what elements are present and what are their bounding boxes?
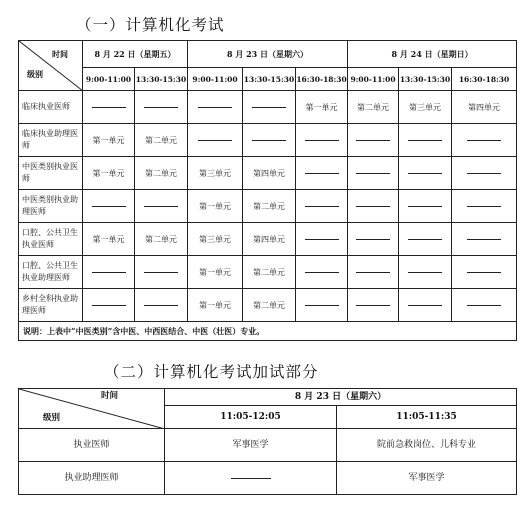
section2-title: （二）计算机化考试加试部分 [104,363,319,381]
dash-line [92,305,126,306]
level-cell: 执业助理医师 [19,462,165,495]
exam-unit-cell: 第二单元 [243,289,296,322]
dash-line [408,206,442,207]
table-row [19,462,517,495]
empty-slot-cell [296,124,348,157]
empty-slot-cell [296,256,348,289]
dash-line [144,206,178,207]
empty-slot-cell [83,190,135,223]
exam-unit-cell: 第二单元 [135,124,188,157]
date-header: 8 月 23 日（星期六） [165,389,517,406]
table-row [19,190,517,223]
empty-slot-cell [399,190,452,223]
empty-slot-cell [83,91,135,124]
time-slot-header: 11:05-11:35 [337,406,517,429]
exam-unit-cell: 第三单元 [399,91,452,124]
table-note: 说明：上表中“中医类别”含中医、中西医结合、中医（壮医）专业。 [19,322,517,341]
dash-line [467,140,501,141]
exam-unit-cell: 第一单元 [83,157,135,190]
level-cell: 口腔、公共卫生执业助理医师 [19,256,83,289]
dash-line [144,305,178,306]
additional-exam-table [18,388,517,495]
dash-line [356,206,390,207]
time-header-label: 时间 [100,391,118,401]
empty-slot-cell [165,462,337,495]
level-cell: 执业医师 [19,429,165,462]
empty-slot-cell [452,157,517,190]
level-cell: 乡村全科执业助理医师 [19,289,83,322]
empty-slot-cell [348,124,399,157]
table-row [19,124,517,157]
dash-line [92,272,126,273]
level-cell: 中医类别执业助理医师 [19,190,83,223]
empty-slot-cell [399,256,452,289]
empty-slot-cell [452,256,517,289]
time-slot-header: 16:30-18:30 [296,68,348,91]
dash-line [356,272,390,273]
empty-slot-cell [399,124,452,157]
dash-line [198,107,232,108]
level-header-label: 级别 [27,69,43,79]
exam-unit-cell: 第一单元 [188,256,243,289]
dash-line [467,272,501,273]
date-header: 8 月 24 日（星期日） [348,41,517,68]
empty-slot-cell [243,124,296,157]
empty-slot-cell [135,190,188,223]
date-header: 8 月 22 日（星期五） [83,41,188,68]
exam-subject-cell: 院前急救岗位、儿科专业 [337,429,517,462]
level-header-label: 级别 [43,413,61,423]
table-corner-header [19,389,165,429]
table-row [19,91,517,124]
empty-slot-cell [83,289,135,322]
table-corner-header [19,41,83,91]
section1-title: （一）计算机化考试 [76,16,225,34]
dash-line [144,107,178,108]
exam-unit-cell: 第一单元 [83,124,135,157]
time-header-label: 时间 [52,49,68,59]
dash-line [305,173,339,174]
exam-unit-cell: 第四单元 [452,91,517,124]
dash-line [408,305,442,306]
empty-slot-cell [348,157,399,190]
level-cell: 临床执业助理医师 [19,124,83,157]
time-slot-header: 13:30-15:30 [399,68,452,91]
time-slot-header: 9:00-11:00 [348,68,399,91]
time-slot-header: 9:00-11:00 [188,68,243,91]
empty-slot-cell [452,124,517,157]
dash-line [198,140,232,141]
dash-line [92,107,126,108]
empty-slot-cell [135,256,188,289]
exam-unit-cell: 第二单元 [243,256,296,289]
exam-unit-cell: 第二单元 [243,190,296,223]
dash-line [144,272,178,273]
exam-unit-cell: 第一单元 [188,190,243,223]
dash-line [305,140,339,141]
dash-line [408,140,442,141]
dash-line [467,239,501,240]
empty-slot-cell [348,223,399,256]
empty-slot-cell [188,124,243,157]
dash-line [356,140,390,141]
exam-unit-cell: 第一单元 [83,223,135,256]
exam-unit-cell: 第四单元 [243,223,296,256]
exam-unit-cell: 第一单元 [188,289,243,322]
dash-line [252,140,286,141]
table-row [19,289,517,322]
exam-unit-cell: 第二单元 [348,91,399,124]
dash-line [252,107,286,108]
dash-line [305,239,339,240]
dash-line [408,239,442,240]
empty-slot-cell [135,289,188,322]
empty-slot-cell [296,190,348,223]
exam-unit-cell: 第四单元 [243,157,296,190]
level-cell: 临床执业医师 [19,91,83,124]
dash-line [467,206,501,207]
empty-slot-cell [452,190,517,223]
level-cell: 中医类别执业医师 [19,157,83,190]
table-row [19,223,517,256]
table-row [19,157,517,190]
dash-line [408,173,442,174]
diagonal-line [19,41,83,91]
empty-slot-cell [296,223,348,256]
time-slot-header: 16:30-18:30 [452,68,517,91]
empty-slot-cell [452,289,517,322]
empty-slot-cell [83,256,135,289]
exam-subject-cell: 军事医学 [337,462,517,495]
dash-line [305,272,339,273]
time-slot-header: 13:30-15:30 [135,68,188,91]
dash-line [467,305,501,306]
table-row [19,429,517,462]
empty-slot-cell [348,289,399,322]
empty-slot-cell [296,289,348,322]
dash-line [305,206,339,207]
exam-schedule-table [18,40,517,341]
date-header: 8 月 23 日（星期六） [188,41,348,68]
exam-unit-cell: 第一单元 [296,91,348,124]
table-row [19,256,517,289]
dash-line [356,305,390,306]
dash-line [408,272,442,273]
empty-slot-cell [135,91,188,124]
empty-slot-cell [188,91,243,124]
level-cell: 口腔、公共卫生执业医师 [19,223,83,256]
exam-unit-cell: 第三单元 [188,157,243,190]
dash-line [92,206,126,207]
time-slot-header: 9:00-11:00 [83,68,135,91]
empty-slot-cell [399,223,452,256]
empty-slot-cell [452,223,517,256]
exam-unit-cell: 第二单元 [135,223,188,256]
exam-unit-cell: 第二单元 [135,157,188,190]
dash-line [356,173,390,174]
exam-subject-cell: 军事医学 [165,429,337,462]
diagonal-line [19,389,165,429]
empty-slot-cell [399,289,452,322]
time-slot-header: 13:30-15:30 [243,68,296,91]
time-slot-header: 11:05-12:05 [165,406,337,429]
dash-line [231,478,271,479]
empty-slot-cell [296,157,348,190]
empty-slot-cell [348,256,399,289]
empty-slot-cell [243,91,296,124]
empty-slot-cell [348,190,399,223]
exam-unit-cell: 第三单元 [188,223,243,256]
dash-line [356,239,390,240]
empty-slot-cell [399,157,452,190]
dash-line [467,173,501,174]
dash-line [305,305,339,306]
